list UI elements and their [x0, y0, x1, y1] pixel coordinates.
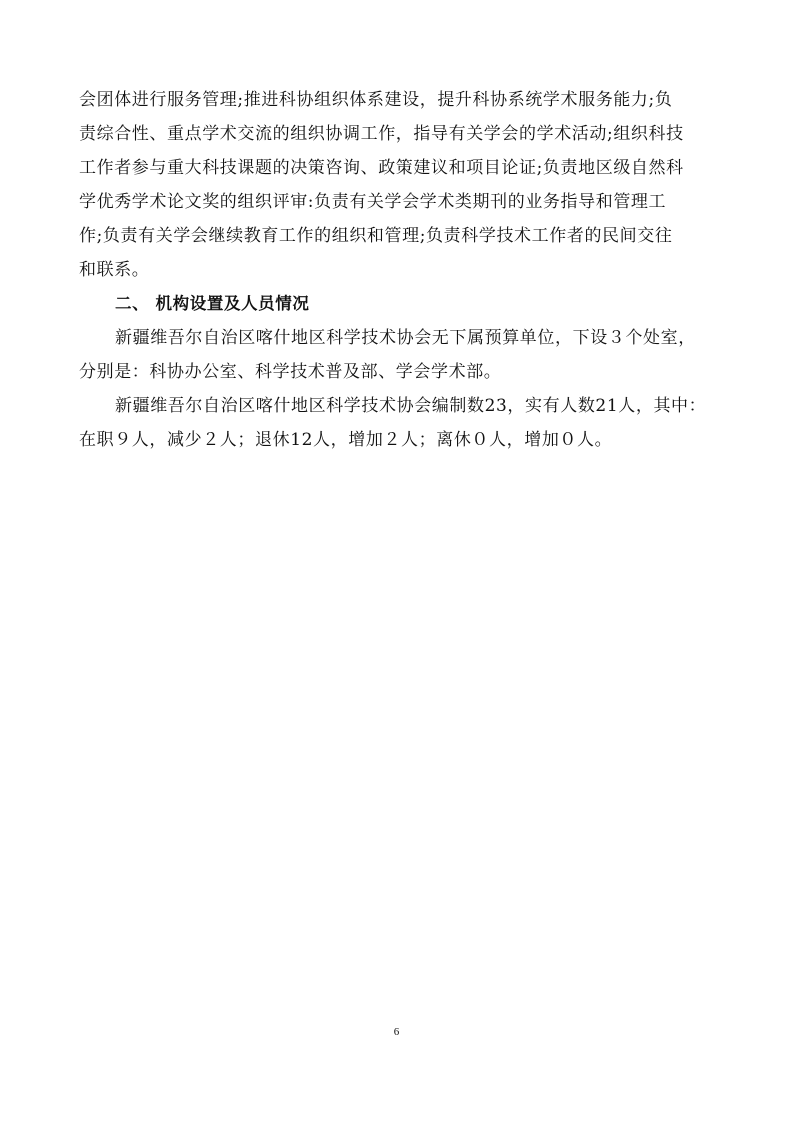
page-number: 6 [393, 1026, 400, 1038]
duties-paragraph [79, 83, 719, 287]
staff-paragraph [79, 389, 719, 457]
text-line: 新疆维吾尔自治区喀什地区科学技术协会无下属预算单位，下设３个处室， [115, 328, 696, 348]
text-line: 作;负责有关学会继续教育工作的组织和管理;负责科学技术工作者的民间交往 [79, 226, 673, 246]
text-line: 分别是：科协办公室、科学技术普及部、学会学术部。 [79, 362, 502, 382]
text-line: 责综合性、重点学术交流的组织协调工作，指导有关学会的学术活动;组织科技 [79, 124, 684, 144]
text-line: 会团体进行服务管理;推进科协组织体系建设，提升科协系统学术服务能力;负 [79, 90, 673, 110]
text-line: 工作者参与重大科技课题的决策咨询、政策建议和项目论证;负责地区级自然科 [79, 158, 684, 178]
units-paragraph [79, 321, 719, 389]
section-heading: 二、 机构设置及人员情况 [115, 294, 310, 313]
text-line: 和联系。 [79, 260, 150, 280]
page-content [79, 83, 719, 457]
text-line: 学优秀学术论文奖的组织评审:负责有关学会学术类期刊的业务指导和管理工 [79, 192, 667, 212]
text-line: 在职９人，减少２人；退休12人，增加２人；离休０人，增加０人。 [79, 430, 613, 450]
text-line: 新疆维吾尔自治区喀什地区科学技术协会编制数23，实有人数21人，其中： [115, 396, 707, 416]
